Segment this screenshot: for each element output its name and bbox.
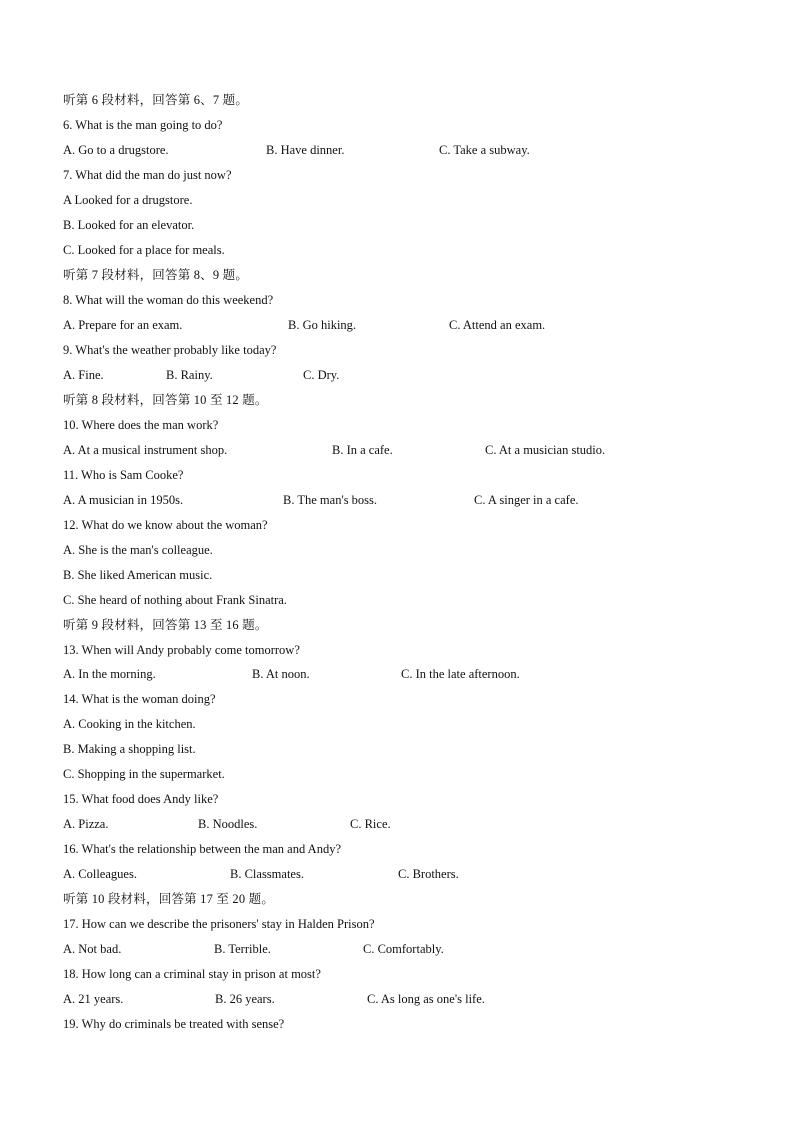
question-11-stem: 11. Who is Sam Cooke? xyxy=(63,468,184,482)
question-7-stem: 7. What did the man do just now? xyxy=(63,168,232,182)
question-9-option-a[interactable]: A. Fine. xyxy=(63,368,104,382)
question-13-option-c[interactable]: C. In the late afternoon. xyxy=(401,667,520,681)
question-6-stem: 6. What is the man going to do? xyxy=(63,118,223,132)
question-8-option-a[interactable]: A. Prepare for an exam. xyxy=(63,318,183,332)
question-11-option-a[interactable]: A. A musician in 1950s. xyxy=(63,493,184,507)
question-8-option-c[interactable]: C. Attend an exam. xyxy=(449,318,546,332)
section-8-heading: 听第 8 段材料，回答第 10 至 12 题。 xyxy=(63,393,268,407)
question-19-stem: 19. Why do criminals be treated with sense? xyxy=(63,1017,285,1031)
question-17-option-c[interactable]: C. Comfortably. xyxy=(363,942,444,956)
question-8-stem: 8. What will the woman do this weekend? xyxy=(63,293,274,307)
question-10-stem: 10. Where does the man work? xyxy=(63,418,219,432)
question-15-stem: 15. What food does Andy like? xyxy=(63,792,219,806)
question-14-option-b[interactable]: B. Making a shopping list. xyxy=(63,742,196,756)
question-13-option-b[interactable]: B. At noon. xyxy=(252,667,310,681)
question-12-option-a[interactable]: A. She is the man's colleague. xyxy=(63,543,213,557)
question-8-option-b[interactable]: B. Go hiking. xyxy=(288,318,357,332)
section-6-heading: 听第 6 段材料，回答第 6、7 题。 xyxy=(63,93,249,107)
question-17-option-b[interactable]: B. Terrible. xyxy=(214,942,271,956)
question-13-option-a[interactable]: A. In the morning. xyxy=(63,667,156,681)
question-6-option-b[interactable]: B. Have dinner. xyxy=(266,143,345,157)
question-15-option-a[interactable]: A. Pizza. xyxy=(63,817,109,831)
question-16-option-a[interactable]: A. Colleagues. xyxy=(63,867,137,881)
question-7-option-b[interactable]: B. Looked for an elevator. xyxy=(63,218,195,232)
question-12-option-c[interactable]: C. She heard of nothing about Frank Sinatra. xyxy=(63,593,287,607)
question-7-option-a[interactable]: A Looked for a drugstore. xyxy=(63,193,193,207)
question-10-option-a[interactable]: A. At a musical instrument shop. xyxy=(63,443,228,457)
section-10-heading: 听第 10 段材料，回答第 17 至 20 题。 xyxy=(63,892,275,906)
question-18-stem: 18. How long can a criminal stay in prison at most? xyxy=(63,967,321,981)
section-7-heading: 听第 7 段材料，回答第 8、9 题。 xyxy=(63,268,249,282)
question-12-option-b[interactable]: B. She liked American music. xyxy=(63,568,213,582)
question-18-option-b[interactable]: B. 26 years. xyxy=(215,992,275,1006)
section-9-heading: 听第 9 段材料，回答第 13 至 16 题。 xyxy=(63,618,268,632)
question-14-option-c[interactable]: C. Shopping in the supermarket. xyxy=(63,767,225,781)
question-16-option-c[interactable]: C. Brothers. xyxy=(398,867,459,881)
question-14-option-a[interactable]: A. Cooking in the kitchen. xyxy=(63,717,196,731)
question-14-stem: 14. What is the woman doing? xyxy=(63,692,216,706)
question-18-option-a[interactable]: A. 21 years. xyxy=(63,992,124,1006)
question-9-option-c[interactable]: C. Dry. xyxy=(303,368,340,382)
question-6-option-c[interactable]: C. Take a subway. xyxy=(439,143,530,157)
question-17-stem: 17. How can we describe the prisoners' stay in Halden Prison? xyxy=(63,917,375,931)
question-9-stem: 9. What's the weather probably like today? xyxy=(63,343,277,357)
question-10-option-b[interactable]: B. In a cafe. xyxy=(332,443,393,457)
question-17-option-a[interactable]: A. Not bad. xyxy=(63,942,122,956)
question-15-option-b[interactable]: B. Noodles. xyxy=(198,817,258,831)
question-7-option-c[interactable]: C. Looked for a place for meals. xyxy=(63,243,225,257)
question-12-stem: 12. What do we know about the woman? xyxy=(63,518,268,532)
question-9-option-b[interactable]: B. Rainy. xyxy=(166,368,213,382)
question-11-option-b[interactable]: B. The man's boss. xyxy=(283,493,378,507)
question-11-option-c[interactable]: C. A singer in a cafe. xyxy=(474,493,579,507)
question-6-option-a[interactable]: A. Go to a drugstore. xyxy=(63,143,169,157)
question-18-option-c[interactable]: C. As long as one's life. xyxy=(367,992,485,1006)
question-15-option-c[interactable]: C. Rice. xyxy=(350,817,391,831)
question-16-stem: 16. What's the relationship between the man and Andy? xyxy=(63,842,341,856)
question-13-stem: 13. When will Andy probably come tomorrow? xyxy=(63,643,300,657)
question-16-option-b[interactable]: B. Classmates. xyxy=(230,867,304,881)
question-10-option-c[interactable]: C. At a musician studio. xyxy=(485,443,606,457)
